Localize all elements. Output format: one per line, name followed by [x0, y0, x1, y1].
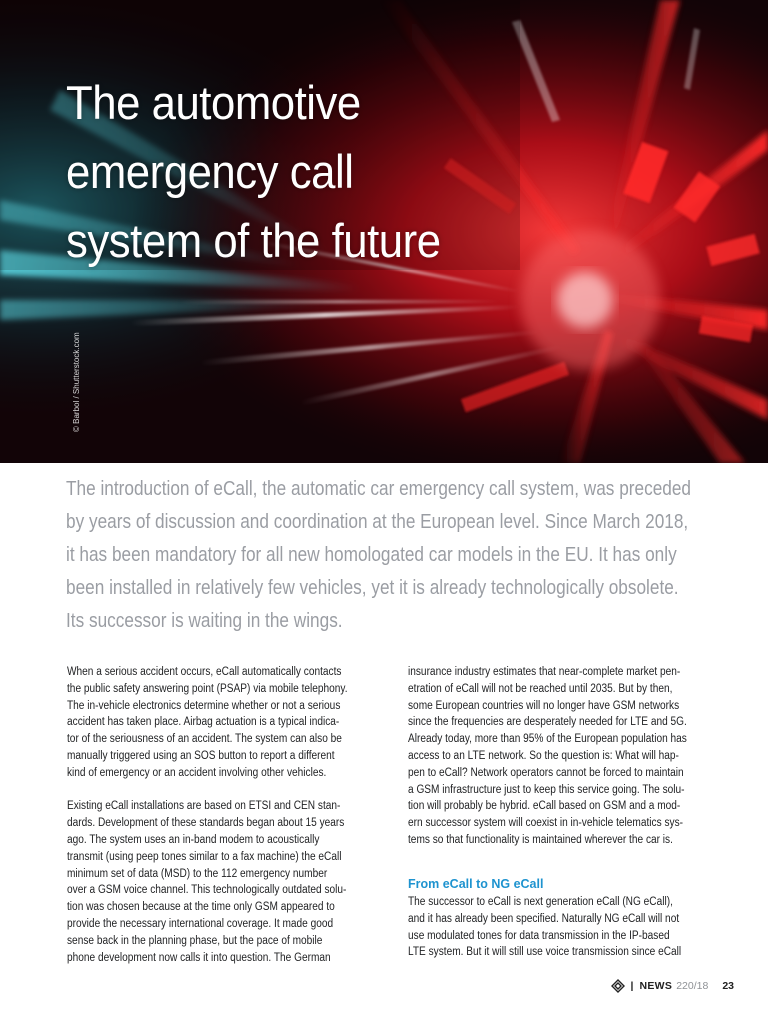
body-line: provide the necessary international coverage. It made good: [67, 917, 334, 930]
article-title: [66, 68, 531, 275]
body-column-right-continued: [408, 894, 725, 961]
body-line: tion will probably be hybrid. eCall based on GSM and a mod-: [408, 800, 681, 813]
body-line: a GSM infrastructure just to keep this service going. The solu-: [408, 783, 685, 796]
body-line: etration of eCall will not be reached until 2035. But by then,: [408, 682, 673, 695]
paragraph-spacer: [67, 782, 384, 799]
body-line: some European countries will no longer have GSM networks: [408, 699, 680, 712]
body-line: pen to eCall? Network operators cannot be forced to maintain: [408, 766, 684, 779]
intro-line: been installed in relatively few vehicles, yet it is already technologically obsolete.: [66, 576, 679, 599]
body-line: ern successor system will coexist in in-vehicle telematics sys-: [408, 817, 684, 830]
hero-image: [0, 0, 768, 463]
intro-line: by years of discussion and coordination at the European level. Since March 2018,: [66, 510, 689, 533]
body-line: ago. The system uses an in-band modem to acoustically: [67, 833, 320, 846]
body-line: transmit (using peep tones similar to a fax machine) the eCall: [67, 850, 342, 863]
footer-separator: |: [630, 980, 634, 992]
intro-standfirst: [66, 472, 691, 637]
body-line: Already today, more than 95% of the European population has: [408, 733, 687, 746]
intro-line: The introduction of eCall, the automatic car emergency call system, was preceded: [66, 477, 691, 500]
page-footer: [611, 977, 734, 995]
paragraph: [67, 798, 384, 966]
body-line: phone development now calls it into question. The German: [67, 951, 331, 964]
body-line: sense back in the planning phase, but the pace of mobile: [67, 934, 323, 947]
body-line: Existing eCall installations are based on ETSI and CEN stan-: [67, 800, 341, 813]
body-line: over a GSM voice channel. This technologically outdated solu-: [67, 884, 347, 897]
title-line: The automotive: [66, 76, 361, 129]
body-line: tion was chosen because at the time only GSM appeared to: [67, 901, 335, 914]
body-column-right: [408, 664, 725, 849]
paragraph: [67, 664, 384, 782]
body-column-left: [67, 664, 384, 966]
body-line: manually triggered using an SOS button to report a different: [67, 749, 335, 762]
body-line: The successor to eCall is next generation eCall (NG eCall),: [408, 896, 673, 908]
body-line: tems so that functionality is maintained wherever the car is.: [408, 833, 673, 846]
body-line: use modulated tones for data transmission in the IP-based: [408, 929, 670, 942]
page-number: 23: [722, 980, 734, 992]
body-line: accident has taken place. Airbag actuation is a typical indica-: [67, 716, 340, 729]
body-line: LTE system. But it will still use voice transmission since eCall: [408, 946, 682, 959]
body-line: dards. Development of these standards began about 15 years: [67, 817, 345, 830]
body-line: minimum set of data (MSD) to the 112 emergency number: [67, 867, 328, 880]
issue-number: 220/18: [676, 980, 709, 992]
body-line: insurance industry estimates that near-complete market pen-: [408, 666, 681, 678]
title-line: system of the future: [66, 214, 441, 267]
intro-line: it has been mandatory for all new homologated car models in the EU. It has only: [66, 543, 677, 566]
body-line: access to an LTE network. So the question is: What will hap-: [408, 749, 679, 762]
section-subheading: From eCall to NG eCall: [408, 877, 544, 891]
body-line: the public safety answering point (PSAP) via mobile telephony.: [67, 682, 348, 695]
photo-credit: © Barbol / Shutterstock.com: [72, 332, 81, 432]
rohde-schwarz-diamond-logo-icon: [611, 979, 625, 993]
body-line: since the frequencies are desperately needed for LTE and 5G.: [408, 716, 687, 729]
body-line: When a serious accident occurs, eCall automatically contacts: [67, 666, 342, 678]
body-line: tor of the seriousness of an accident. The system can also be: [67, 733, 342, 746]
title-line: emergency call: [66, 145, 354, 198]
body-line: and it has already been specified. Naturally NG eCall will not: [408, 912, 680, 925]
body-line: The in-vehicle electronics determine whether or not a serious: [67, 699, 341, 712]
intro-line: Its successor is waiting in the wings.: [66, 609, 343, 632]
body-line: kind of emergency or an accident involving other vehicles.: [67, 766, 327, 779]
magazine-name: NEWS: [639, 980, 673, 992]
